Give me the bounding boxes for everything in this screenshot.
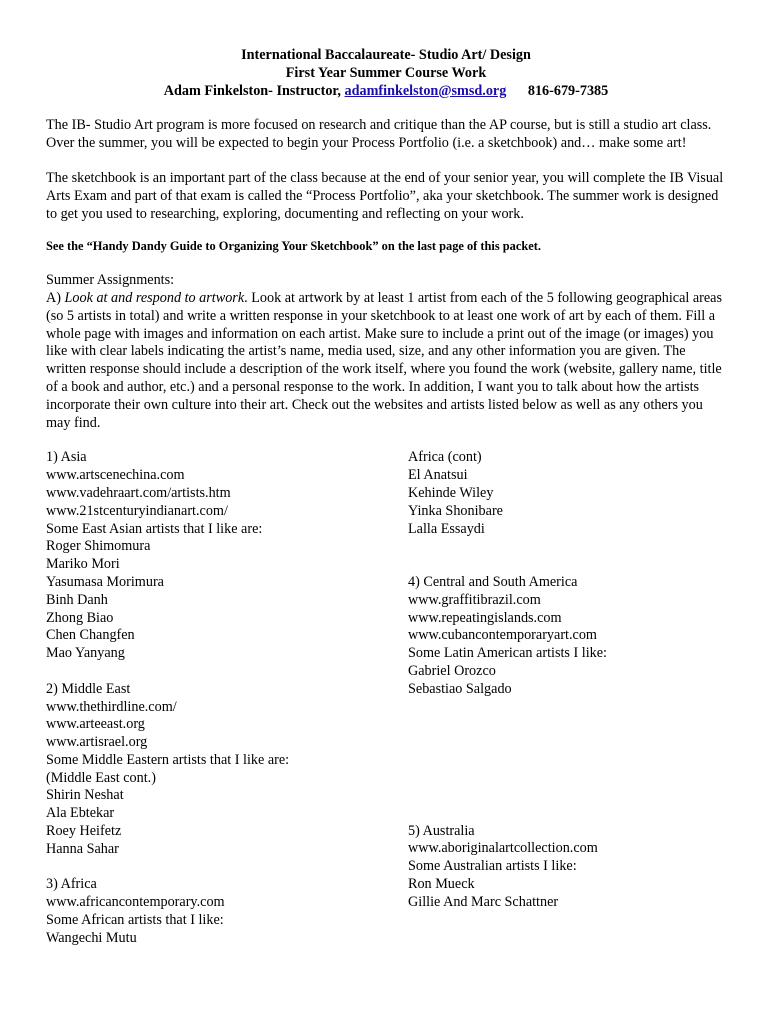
assignment-a-title: Look at and respond to artwork (64, 289, 245, 306)
region-australia (408, 823, 728, 912)
spacer (408, 699, 728, 823)
region-line: (Middle East cont.) (46, 769, 156, 786)
region-line: www.21stcenturyindianart.com/ (46, 502, 228, 519)
intro-paragraph-1: The IB- Studio Art program is more focused on research and critique than the AP course, but is still a studio art class. Over the summer, you will be expected to begin your Process Portfolio (i.e. a sketchbook) and… make some art! (46, 117, 712, 152)
intro-paragraph-2: The sketchbook is an important part of the class because at the end of your senior year, you will complete the IB Visual Arts Exam and part of that exam is called the “Process Portfolio”, aka your sketchbook. The summer work is designed to get you used to researching, exploring, documenting and reflecting on your work. (46, 169, 724, 222)
region-line: Yinka Shonibare (408, 502, 503, 519)
document-header (46, 47, 726, 100)
region-line: Gabriel Orozco (408, 662, 496, 679)
region-line: www.graffitibrazil.com (408, 591, 541, 608)
right-column (408, 449, 728, 911)
region-line: Roger Shimomura (46, 538, 151, 555)
region-line: Roey Heifetz (46, 823, 122, 840)
region-line: www.vadehraart.com/artists.htm (46, 484, 231, 501)
region-line: www.aboriginalartcollection.com (408, 840, 598, 857)
header-title: International Baccalaureate- Studio Art/ Design (241, 47, 531, 63)
region-columns (46, 449, 726, 949)
region-middle-east (46, 681, 386, 859)
region-line: Mao Yanyang (46, 645, 125, 662)
region-line: Some Australian artists I like: (408, 858, 577, 875)
spacer (46, 859, 386, 877)
document-page (46, 47, 726, 949)
region-line: Some African artists that I like: (46, 912, 224, 929)
region-central-south-america (408, 574, 728, 699)
region-line: Binh Danh (46, 591, 108, 608)
region-line: www.artisrael.org (46, 734, 148, 751)
region-line: www.arteeast.org (46, 716, 145, 733)
region-line: Africa (cont) (408, 449, 482, 466)
assignment-a-body: . Look at artwork by at least 1 artist from each of the 5 following geographical areas (so 5 artists in total) and write a written response in your sketchbook to at least one work of art by each of them. Fill a whole page with images and information on each artist. Make sure to include a print out of the image (or images) you like with clear labels indicating the artist’s name, media used, size, and any other information you are given. The written response should include a description of the work itself, where you found the work (website, gallery name, title of a book and author, etc.) and a personal response to the work. In addition, I want you to talk about how the artists incorporate their own culture into their art. Check out the websites and artists listed below as well as any others you may find. (46, 289, 722, 431)
region-line: Some East Asian artists that I like are: (46, 520, 263, 537)
region-asia (46, 449, 386, 663)
region-line: 1) Asia (46, 449, 87, 466)
region-line: Some Middle Eastern artists that I like are: (46, 751, 290, 768)
spacer (408, 538, 728, 574)
assignments-heading: Summer Assignments: (46, 272, 175, 289)
region-line: www.artscenechina.com (46, 467, 185, 484)
instructor-name: Adam Finkelston- Instructor, (163, 82, 341, 99)
region-line: www.cubancontemporaryart.com (408, 627, 597, 644)
assignment-a (46, 290, 726, 432)
region-line: www.thethirdline.com/ (46, 698, 177, 715)
region-line: Yasumasa Morimura (46, 573, 164, 590)
sketchbook-guide-note: See the “Handy Dandy Guide to Organizing Your Sketchbook” on the last page of this packet. (46, 239, 541, 254)
header-instructor-line (46, 83, 726, 101)
region-line: 3) Africa (46, 876, 97, 893)
region-line: Ala Ebtekar (46, 805, 115, 822)
region-line: 4) Central and South America (408, 573, 578, 590)
instructor-email-link[interactable]: adamfinkelston@smsd.org (344, 82, 507, 99)
region-line: Ron Mueck (408, 875, 475, 892)
region-africa (46, 876, 386, 947)
left-column (46, 449, 386, 947)
region-line: Gillie And Marc Schattner (408, 893, 559, 910)
assignment-a-label: A) (46, 289, 61, 306)
region-line: Zhong Biao (46, 609, 114, 626)
region-line: Sebastiao Salgado (408, 680, 512, 697)
region-line: Mariko Mori (46, 556, 120, 573)
header-subtitle: First Year Summer Course Work (285, 64, 487, 81)
region-line: Some Latin American artists I like: (408, 645, 607, 662)
region-line: Kehinde Wiley (408, 484, 494, 501)
region-line: www.africancontemporary.com (46, 894, 225, 911)
region-line: Lalla Essaydi (408, 520, 485, 537)
region-africa-continued (408, 449, 728, 538)
region-line: El Anatsui (408, 467, 468, 484)
region-line: Chen Changfen (46, 627, 135, 644)
region-line: Shirin Neshat (46, 787, 124, 804)
region-line: 2) Middle East (46, 680, 131, 697)
region-line: Hanna Sahar (46, 840, 119, 857)
spacer (46, 663, 386, 681)
summer-assignments (46, 272, 726, 432)
region-line: Wangechi Mutu (46, 929, 137, 946)
region-line: 5) Australia (408, 822, 475, 839)
region-line: www.repeatingislands.com (408, 609, 562, 626)
instructor-phone: 816-679-7385 (527, 82, 609, 99)
